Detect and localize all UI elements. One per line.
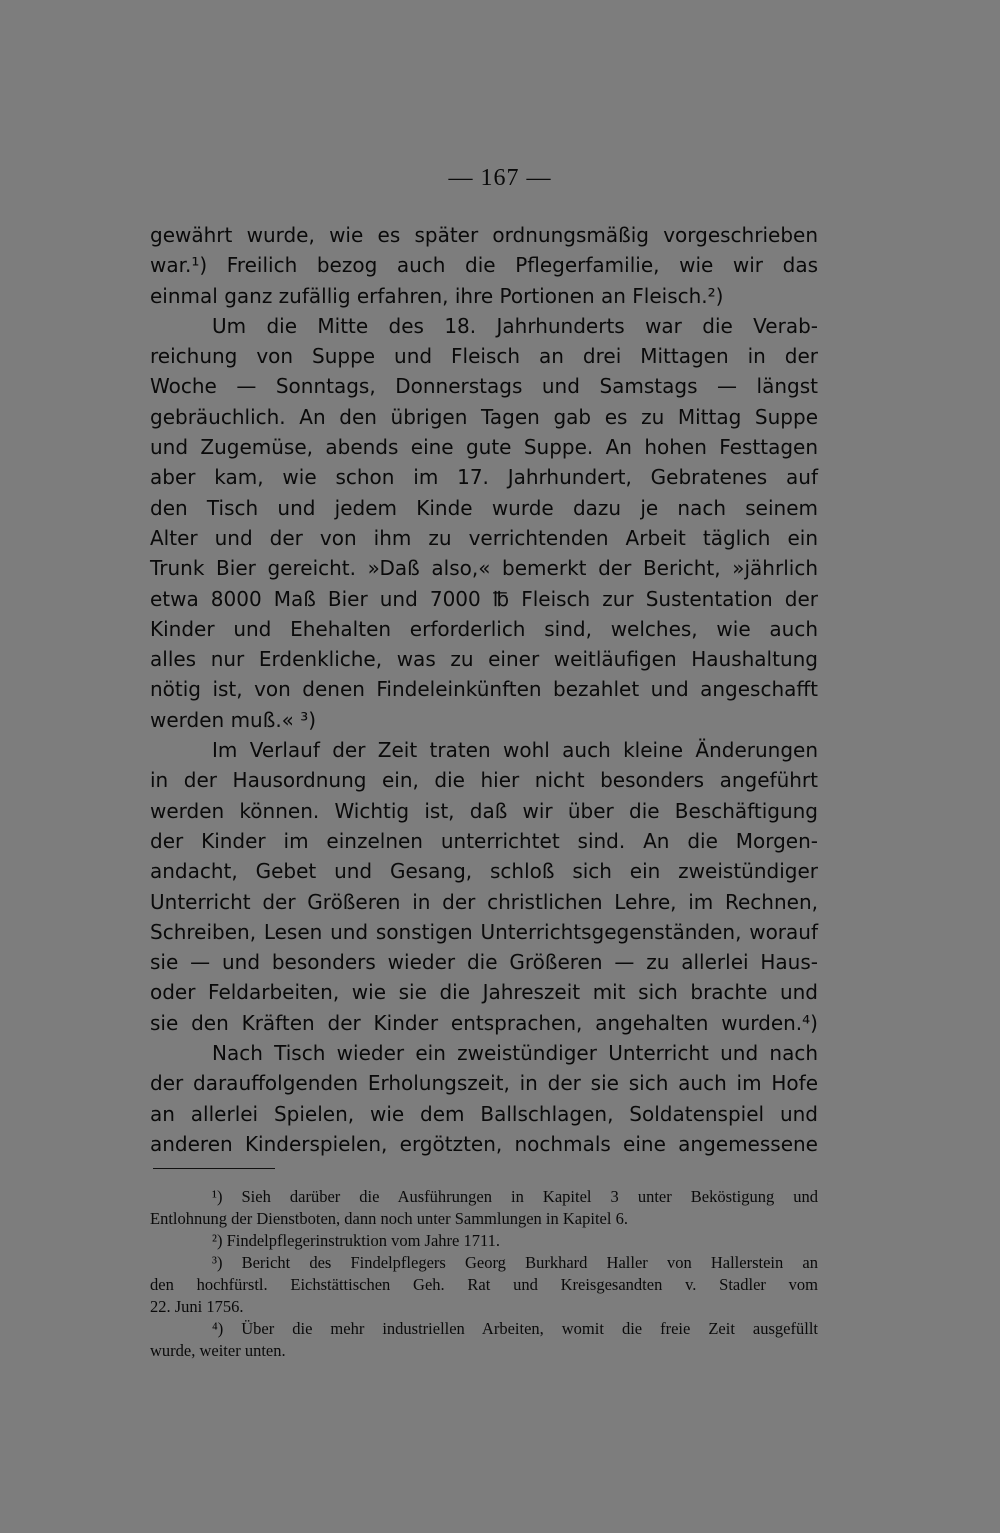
footnote-line: ¹) Sieh darüber die Ausführungen in Kapitel 3 unter Beköstigung und: [212, 1187, 818, 1206]
footnote-line: den hochfürstl. Eichstättischen Geh. Rat und Kreisgesandten v. Stadler vom: [150, 1275, 818, 1294]
text-line: Alter und der von ihm zu verrichtenden Arbeit täglich ein: [150, 525, 818, 550]
text-line: aber kam, wie schon im 17. Jahrhundert, Gebratenes auf: [150, 465, 818, 490]
text-line: Unterricht der Größeren in der christlichen Lehre, im Rechnen,: [150, 889, 818, 914]
footnote-line: 22. Juni 1756.: [150, 1297, 244, 1316]
text-line: und Zugemüse, abends eine gute Suppe. An hohen Festtagen: [150, 435, 818, 460]
text-line: Woche — Sonntags, Donnerstags und Samstags — längst: [150, 374, 818, 399]
text-line: Trunk Bier gereicht. »Daß also,« bemerkt der Bericht, »jährlich: [150, 556, 818, 581]
text-line: der Kinder im einzelnen unterrichtet sind. An die Morgen-: [150, 828, 818, 853]
footnote-separator: [153, 1168, 275, 1169]
text-line: oder Feldarbeiten, wie sie die Jahreszeit mit sich brachte und: [150, 980, 818, 1005]
text-line: alles nur Erdenkliche, was zu einer weitläufigen Haushaltung: [150, 647, 818, 672]
footnote-line: Entlohnung der Dienstboten, dann noch unter Sammlungen in Kapitel 6.: [150, 1209, 628, 1228]
footnote-line: ³) Bericht des Findelpflegers Georg Burkhard Haller von Hallerstein an: [212, 1253, 818, 1272]
text-line: in der Hausordnung ein, die hier nicht besonders angeführt: [150, 768, 818, 793]
footnote-line: ⁴) Über die mehr industriellen Arbeiten, womit die freie Zeit ausgefüllt: [212, 1319, 818, 1338]
footnote-line: wurde, weiter unten.: [150, 1341, 286, 1360]
text-line: reichung von Suppe und Fleisch an drei Mittagen in der: [150, 344, 818, 369]
text-line: gewährt wurde, wie es später ordnungsmäßig vorgeschrieben: [150, 223, 818, 247]
text-line: an allerlei Spielen, wie dem Ballschlagen, Soldatenspiel und: [150, 1101, 818, 1126]
text-line: Kinder und Ehehalten erforderlich sind, welches, wie auch: [150, 616, 818, 641]
text-line: sie — und besonders wieder die Größeren — zu allerlei Haus-: [150, 950, 818, 975]
page-number: — 167 —: [448, 165, 552, 191]
text-line: Im Verlauf der Zeit traten wohl auch kleine Änderungen: [212, 738, 818, 763]
text-line: einmal ganz zufällig erfahren, ihre Portionen an Fleisch.²): [150, 283, 724, 308]
text-line: der darauffolgenden Erholungszeit, in der sie sich auch im Hofe: [150, 1071, 818, 1096]
text-line: war.¹) Freilich bezog auch die Pflegerfamilie, wie wir das: [150, 253, 818, 278]
footnote-line: ²) Findelpflegerinstruktion vom Jahre 1711.: [212, 1231, 500, 1250]
text-line: nötig ist, von denen Findeleinkünften bezahlet und angeschafft: [150, 677, 818, 702]
text-line: den Tisch und jedem Kinde wurde dazu je nach seinem: [150, 495, 818, 520]
text-line: Um die Mitte des 18. Jahrhunderts war die Verab-: [212, 313, 818, 338]
text-line: gebräuchlich. An den übrigen Tagen gab es zu Mittag Suppe: [150, 404, 818, 429]
text-line: sie den Kräften der Kinder entsprachen, angehalten wurden.⁴): [150, 1010, 818, 1035]
text-line: Schreiben, Lesen und sonstigen Unterrichtsgegenständen, worauf: [150, 919, 818, 944]
footnotes: [150, 1186, 818, 1362]
text-line: werden können. Wichtig ist, daß wir über die Beschäftigung: [150, 798, 818, 823]
text-line: Nach Tisch wieder ein zweistündiger Unterricht und nach: [212, 1041, 818, 1066]
text-line: anderen Kinderspielen, ergötzten, nochmals eine angemessene: [150, 1131, 818, 1156]
text-line: andacht, Gebet und Gesang, schloß sich ein zweistündiger: [150, 859, 818, 884]
text-line: werden muß.« ³): [150, 707, 317, 732]
text-line: etwa 8000 Maß Bier und 7000 ℔ Fleisch zur Sustentation der: [150, 586, 818, 611]
body-text: [150, 220, 818, 1159]
